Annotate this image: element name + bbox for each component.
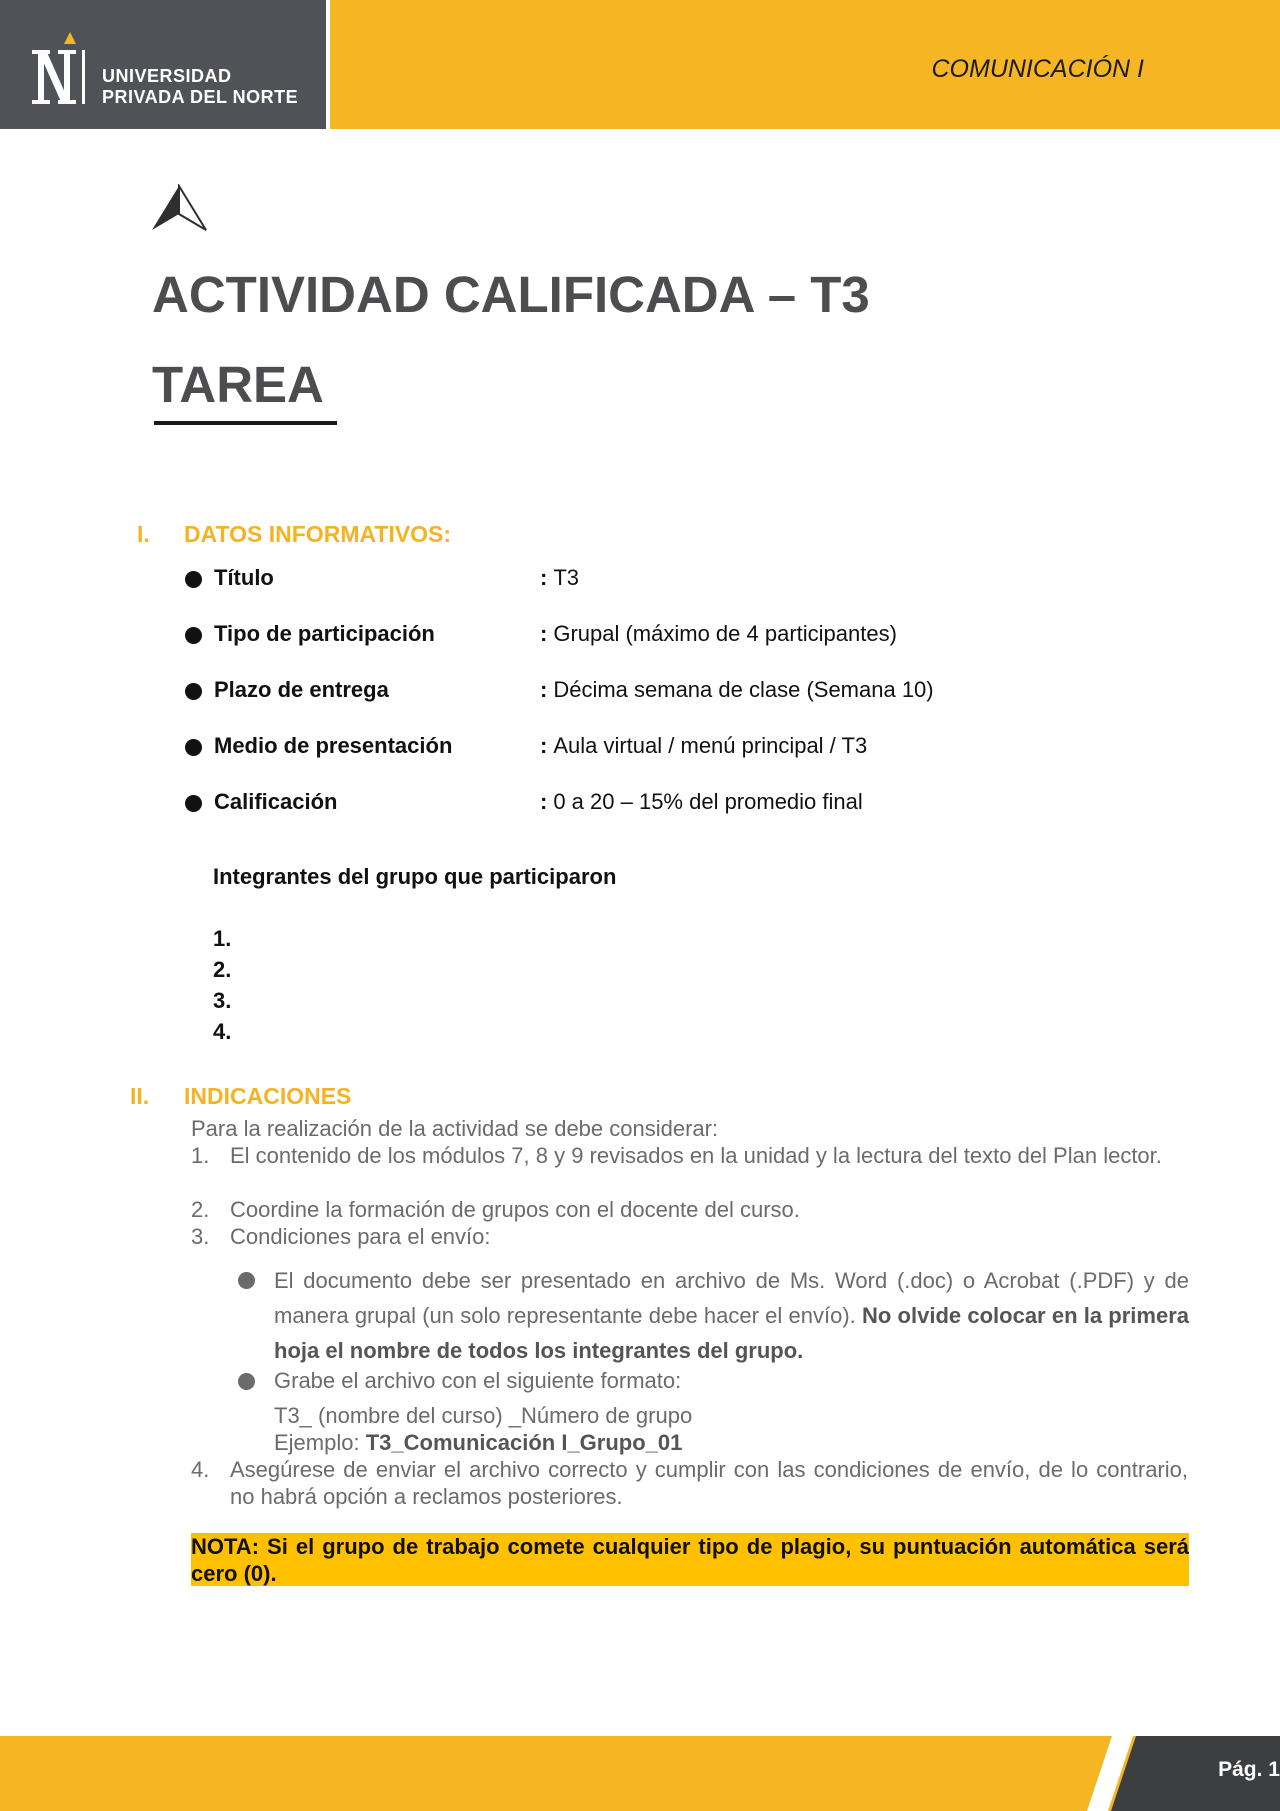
bullet-icon	[238, 1272, 255, 1289]
item-number: 1.	[191, 1143, 210, 1168]
info-value: : Aula virtual / menú principal / T3	[540, 733, 868, 758]
plagiarism-note: NOTA: Si el grupo de trabajo comete cualquier tipo de plagio, su puntuación automática será cero (0).	[191, 1534, 1189, 1586]
info-value: : 0 a 20 – 15% del promedio final	[540, 789, 863, 814]
member-slot-4: 4.	[213, 1019, 232, 1044]
indications-intro: Para la realización de la actividad se debe considerar:	[191, 1116, 719, 1141]
info-label: Plazo de entrega	[214, 677, 389, 702]
document-subtitle: TAREA	[152, 356, 324, 413]
member-slot-1: 1.	[213, 926, 232, 951]
upn-arrow-icon	[150, 184, 208, 232]
bullet-icon	[185, 627, 202, 644]
bullet-icon	[185, 739, 202, 756]
item-text: El contenido de los módulos 7, 8 y 9 revisados en la unidad y la lectura del texto del Plan lector.	[230, 1143, 1162, 1168]
sub-condition-format: Grabe el archivo con el siguiente formato:	[274, 1368, 682, 1393]
members-heading: Integrantes del grupo que participaron	[213, 864, 617, 889]
item-text: Asegúrese de enviar el archivo correcto y cumplir con las condiciones de envío, de lo contrario, no habrá opción a reclamos posteriores.	[230, 1457, 1188, 1509]
bullet-icon	[185, 571, 202, 588]
section2-heading: INDICACIONES	[184, 1083, 352, 1109]
info-value: : Décima semana de clase (Semana 10)	[540, 677, 934, 702]
bullet-icon	[185, 683, 202, 700]
member-slot-2: 2.	[213, 957, 232, 982]
item-text: Coordine la formación de grupos con el docente del curso.	[230, 1197, 800, 1222]
university-name-line2: PRIVADA DEL NORTE	[102, 87, 299, 107]
info-label: Título	[214, 565, 274, 590]
bullet-icon	[185, 795, 202, 812]
university-name	[102, 66, 298, 108]
item-number: 2.	[191, 1197, 210, 1222]
info-label: Medio de presentación	[214, 733, 453, 758]
section1-heading: DATOS INFORMATIVOS:	[184, 521, 452, 547]
sub-condition-document: El documento debe ser presentado en archivo de Ms. Word (.doc) o Acrobat (.PDF) y de manera grupal (un solo representante debe hacer el envío). No olvide colocar en la primera hoja el nombre de todos los integrantes del grupo.	[274, 1268, 1190, 1363]
item-text: Condiciones para el envío:	[230, 1224, 491, 1249]
page-number: Pág. 1	[1218, 1758, 1280, 1781]
section1-number: I.	[137, 521, 150, 547]
bullet-icon	[238, 1373, 255, 1390]
item-number: 4.	[191, 1457, 210, 1482]
footer-page-tab	[0, 1736, 1280, 1811]
info-label: Calificación	[214, 789, 338, 814]
info-label: Tipo de participación	[214, 621, 435, 646]
file-format-pattern: T3_ (nombre del curso) _Número de grupo	[274, 1403, 693, 1428]
info-value: : T3	[540, 565, 580, 590]
document-title: ACTIVIDAD CALIFICADA – T3	[152, 266, 870, 323]
item-number: 3.	[191, 1224, 210, 1249]
university-name-line1: UNIVERSIDAD	[102, 66, 232, 86]
course-name: COMUNICACIÓN I	[931, 55, 1144, 83]
info-value: : Grupal (máximo de 4 participantes)	[540, 621, 897, 646]
subtitle-underline	[154, 421, 337, 425]
section2-number: II.	[130, 1083, 150, 1109]
member-slot-3: 3.	[213, 988, 232, 1013]
file-format-example: Ejemplo: T3_Comunicación I_Grupo_01	[274, 1430, 683, 1455]
